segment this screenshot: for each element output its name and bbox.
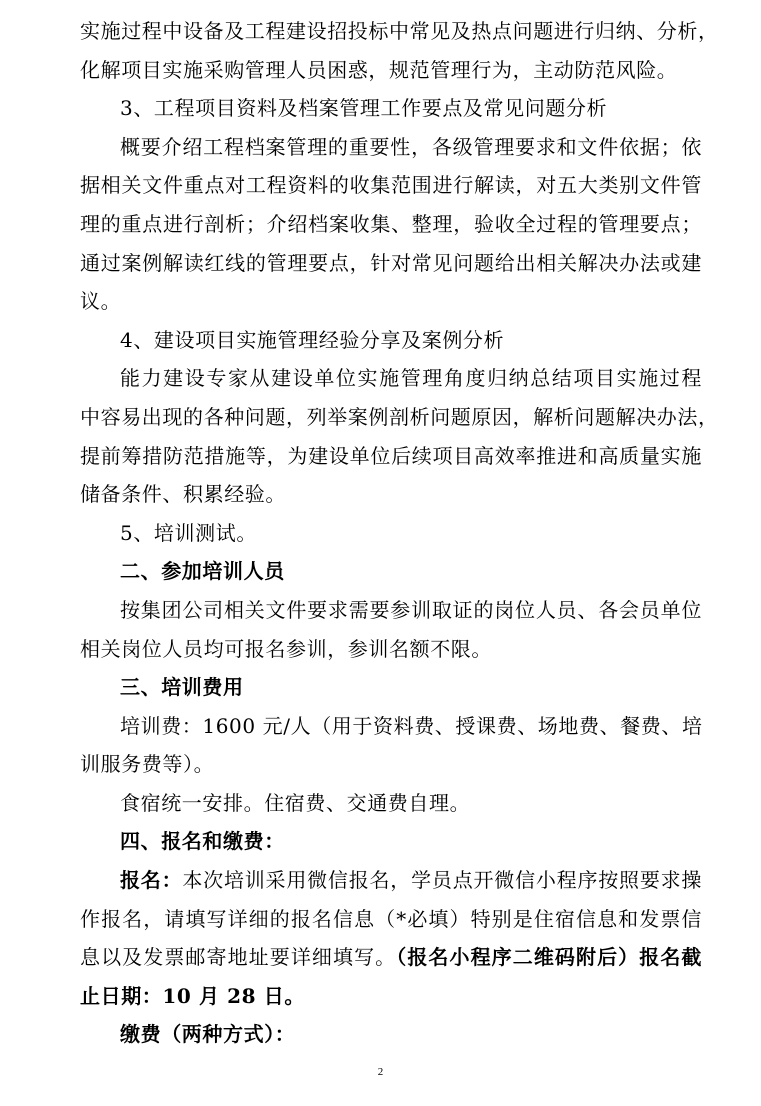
body-text-line: 概要介绍工程档案管理的重要性，各级管理要求和文件依据；依 [120,134,702,159]
body-text-line: 相关岗位人员均可报名参训，参训名额不限。 [80,636,492,661]
body-text-line: 按集团公司相关文件要求需要参训取证的岗位人员、各会员单位 [120,597,702,622]
section-heading: 二、参加培训人员 [120,559,285,584]
payment-heading: 缴费（两种方式）： [120,1022,296,1047]
document-page [80,12,719,1054]
body-text-line: 作报名，请填写详细的报名信息（*必填）特别是住宿信息和发票信 [80,906,702,931]
body-text-line: 提前筹措防范措施等，为建设单位后续项目高效率推进和高质量实施 [80,443,702,468]
body-text-line: 议。 [80,289,122,314]
body-text-line: 理的重点进行剖析；介绍档案收集、整理，验收全过程的管理要点； [80,211,702,236]
body-text-line: 中容易出现的各种问题，列举案例剖析问题原因，解析问题解决办法， [80,404,719,429]
page-number: 2 [377,1066,384,1078]
registration-text: 本次培训采用微信报名，学员点开微信小程序按照要求操 [182,868,703,893]
section-item-heading: 3、工程项目资料及档案管理工作要点及常见问题分析 [120,96,608,121]
section-heading: 四、报名和缴费： [120,829,285,854]
registration-label: 报名： [120,868,183,893]
section-item-heading: 4、建设项目实施管理经验分享及案例分析 [120,327,505,352]
body-text-line: 据相关文件重点对工程资料的收集范围进行解读，对五大类别文件管 [80,173,702,198]
registration-text: 息以及发票邮寄地址要详细填写。 [80,945,397,970]
body-text-line: 化解项目实施采购管理人员困惑，规范管理行为，主动防范风险。 [80,57,678,82]
body-text-line: 储备条件、积累经验。 [80,482,286,507]
body-text-line [80,861,702,900]
body-text-line [80,938,702,977]
section-item-heading: 5、培训测试。 [120,520,257,545]
registration-note-bold: （报名小程序二维码附后）报名截 [396,945,703,970]
body-text-line: 训服务费等）。 [80,752,215,777]
body-text-line: 培训费：1600 元/人（用于资料费、授课费、场地费、餐费、培 [120,713,703,738]
body-text-line: 实施过程中设备及工程建设招投标中常见及热点问题进行归纳、分析， [80,19,719,43]
section-heading: 三、培训费用 [120,675,244,700]
registration-deadline: 止日期：10 月 28 日。 [80,983,305,1008]
body-text-line: 食宿统一安排。住宿费、交通费自理。 [120,790,471,815]
body-text-line: 通过案例解读红线的管理要点，针对常见问题给出相关解决办法或建 [80,250,702,275]
body-text-line: 能力建设专家从建设单位实施管理角度归纳总结项目实施过程 [120,366,702,391]
